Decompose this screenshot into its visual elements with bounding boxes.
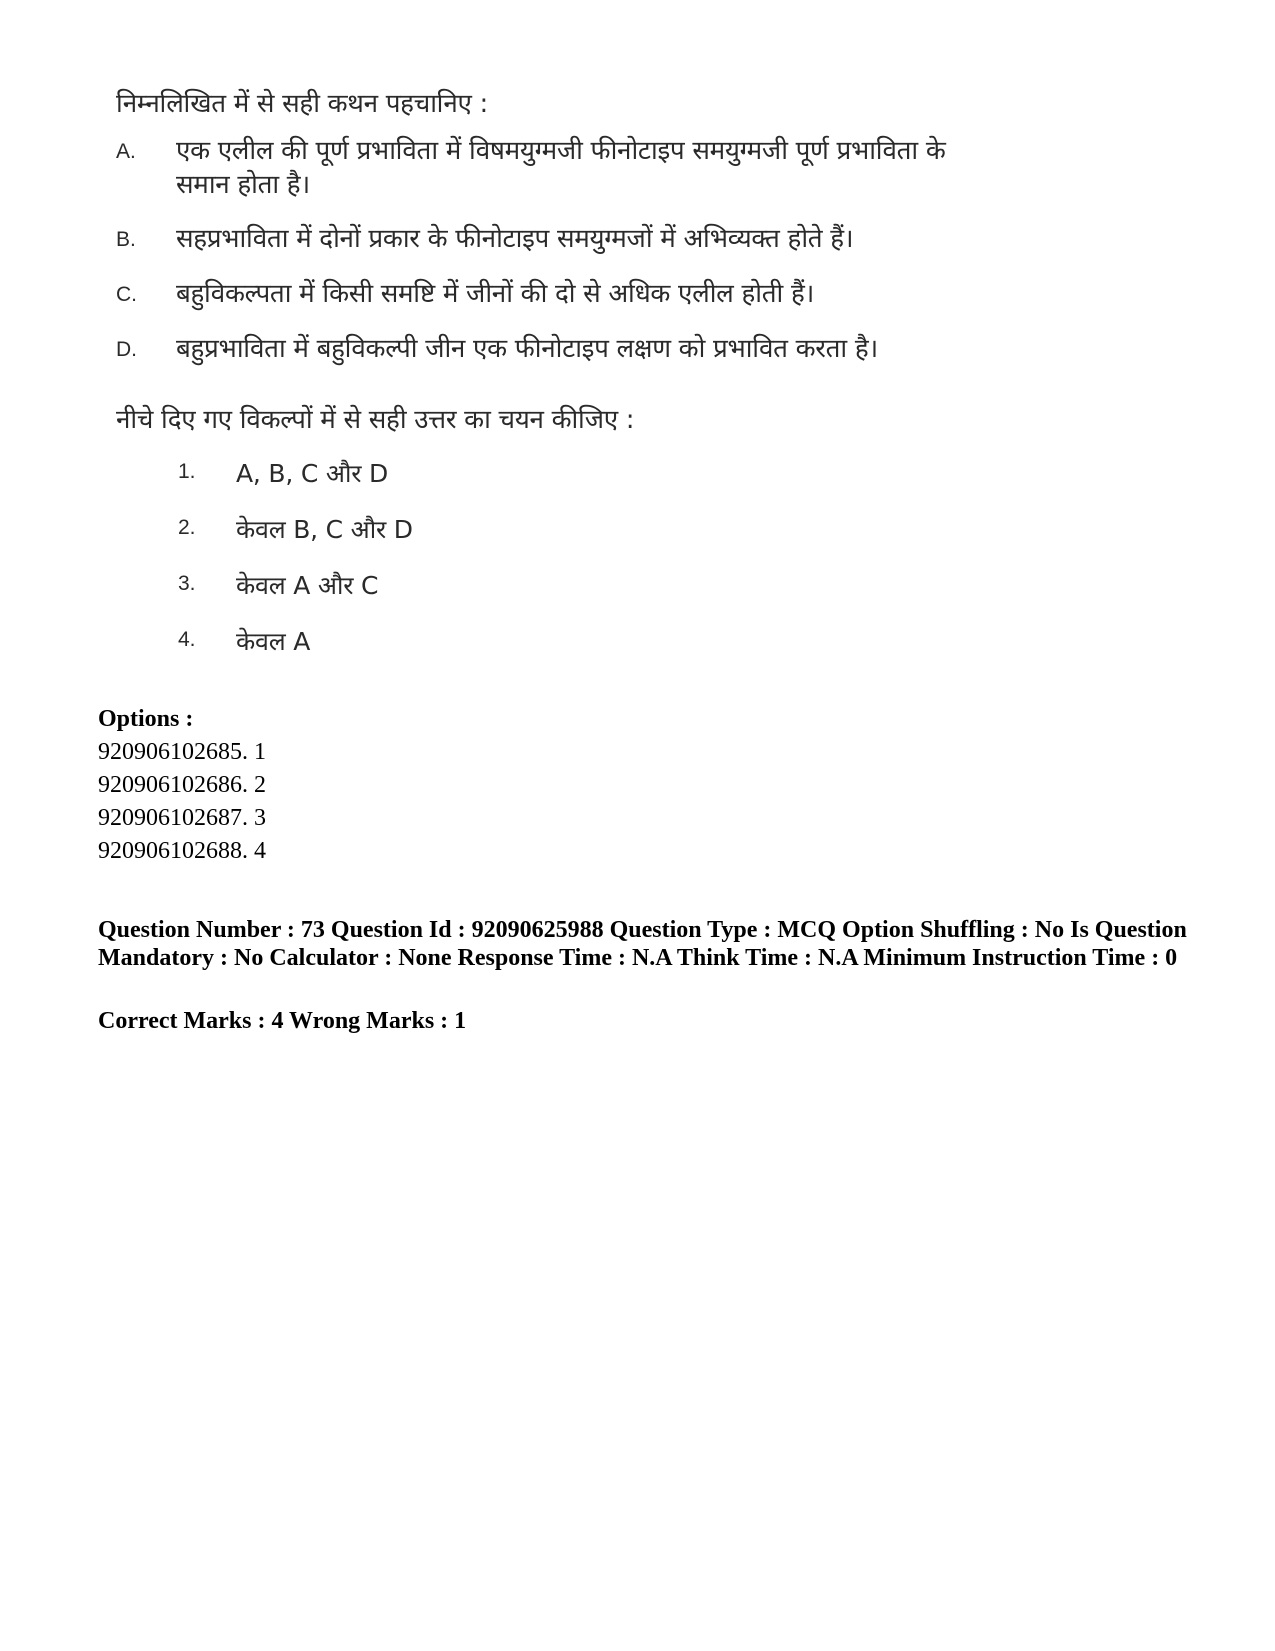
statement-text: एक एलील की पूर्ण प्रभाविता में विषमयुग्मजी फीनोटाइप समयुग्मजी पूर्ण प्रभाविता के समान होता है। [176,136,946,200]
choose-heading: नीचे दिए गए विकल्पों में से सही उत्तर का चयन कीजिए : [116,405,635,435]
choice-number: 3. [178,572,196,595]
choice-1 [178,456,678,492]
statement-letter: D. [116,338,137,361]
choice-number: 4. [178,628,196,651]
statement-letter: C. [116,283,137,306]
question-heading: निम्नलिखित में से सही कथन पहचानिए : [116,89,489,119]
option-item: 920906102687. 3 [98,805,266,831]
statement-letter: B. [116,228,136,251]
marks-info: Correct Marks : 4 Wrong Marks : 1 [98,1008,467,1034]
statement-text: बहुविकल्पता में किसी समष्टि में जीनों की दो से अधिक एलील होती हैं। [176,279,814,309]
option-item: 920906102685. 1 [98,739,266,765]
choice-2 [178,512,678,548]
statement-letter: A. [116,140,136,163]
choice-number: 1. [178,460,196,483]
choice-4 [178,624,678,660]
statement-text: सहप्रभाविता में दोनों प्रकार के फीनोटाइप समयुग्मजों में अभिव्यक्त होते हैं। [176,224,854,254]
option-item: 920906102688. 4 [98,838,266,864]
statement-text: बहुप्रभाविता में बहुविकल्पी जीन एक फीनोटाइप लक्षण को प्रभावित करता है। [176,334,878,364]
options-label: Options : [98,706,194,732]
choice-text: केवल B, C और D [236,515,413,544]
choice-number: 2. [178,516,196,539]
choice-text: केवल A और C [236,571,379,600]
option-item: 920906102686. 2 [98,772,266,798]
question-image [108,78,1008,698]
choice-3 [178,568,678,604]
question-info: Question Number : 73 Question Id : 92090625988 Question Type : MCQ Option Shuffling : No Is Question Mandatory : No Calculator : None Response Time : N.A Think Time : N.A Minimum Instruction Time : 0 [98,917,1187,971]
choice-text: केवल A [236,627,311,656]
choice-text: A, B, C और D [236,459,389,488]
